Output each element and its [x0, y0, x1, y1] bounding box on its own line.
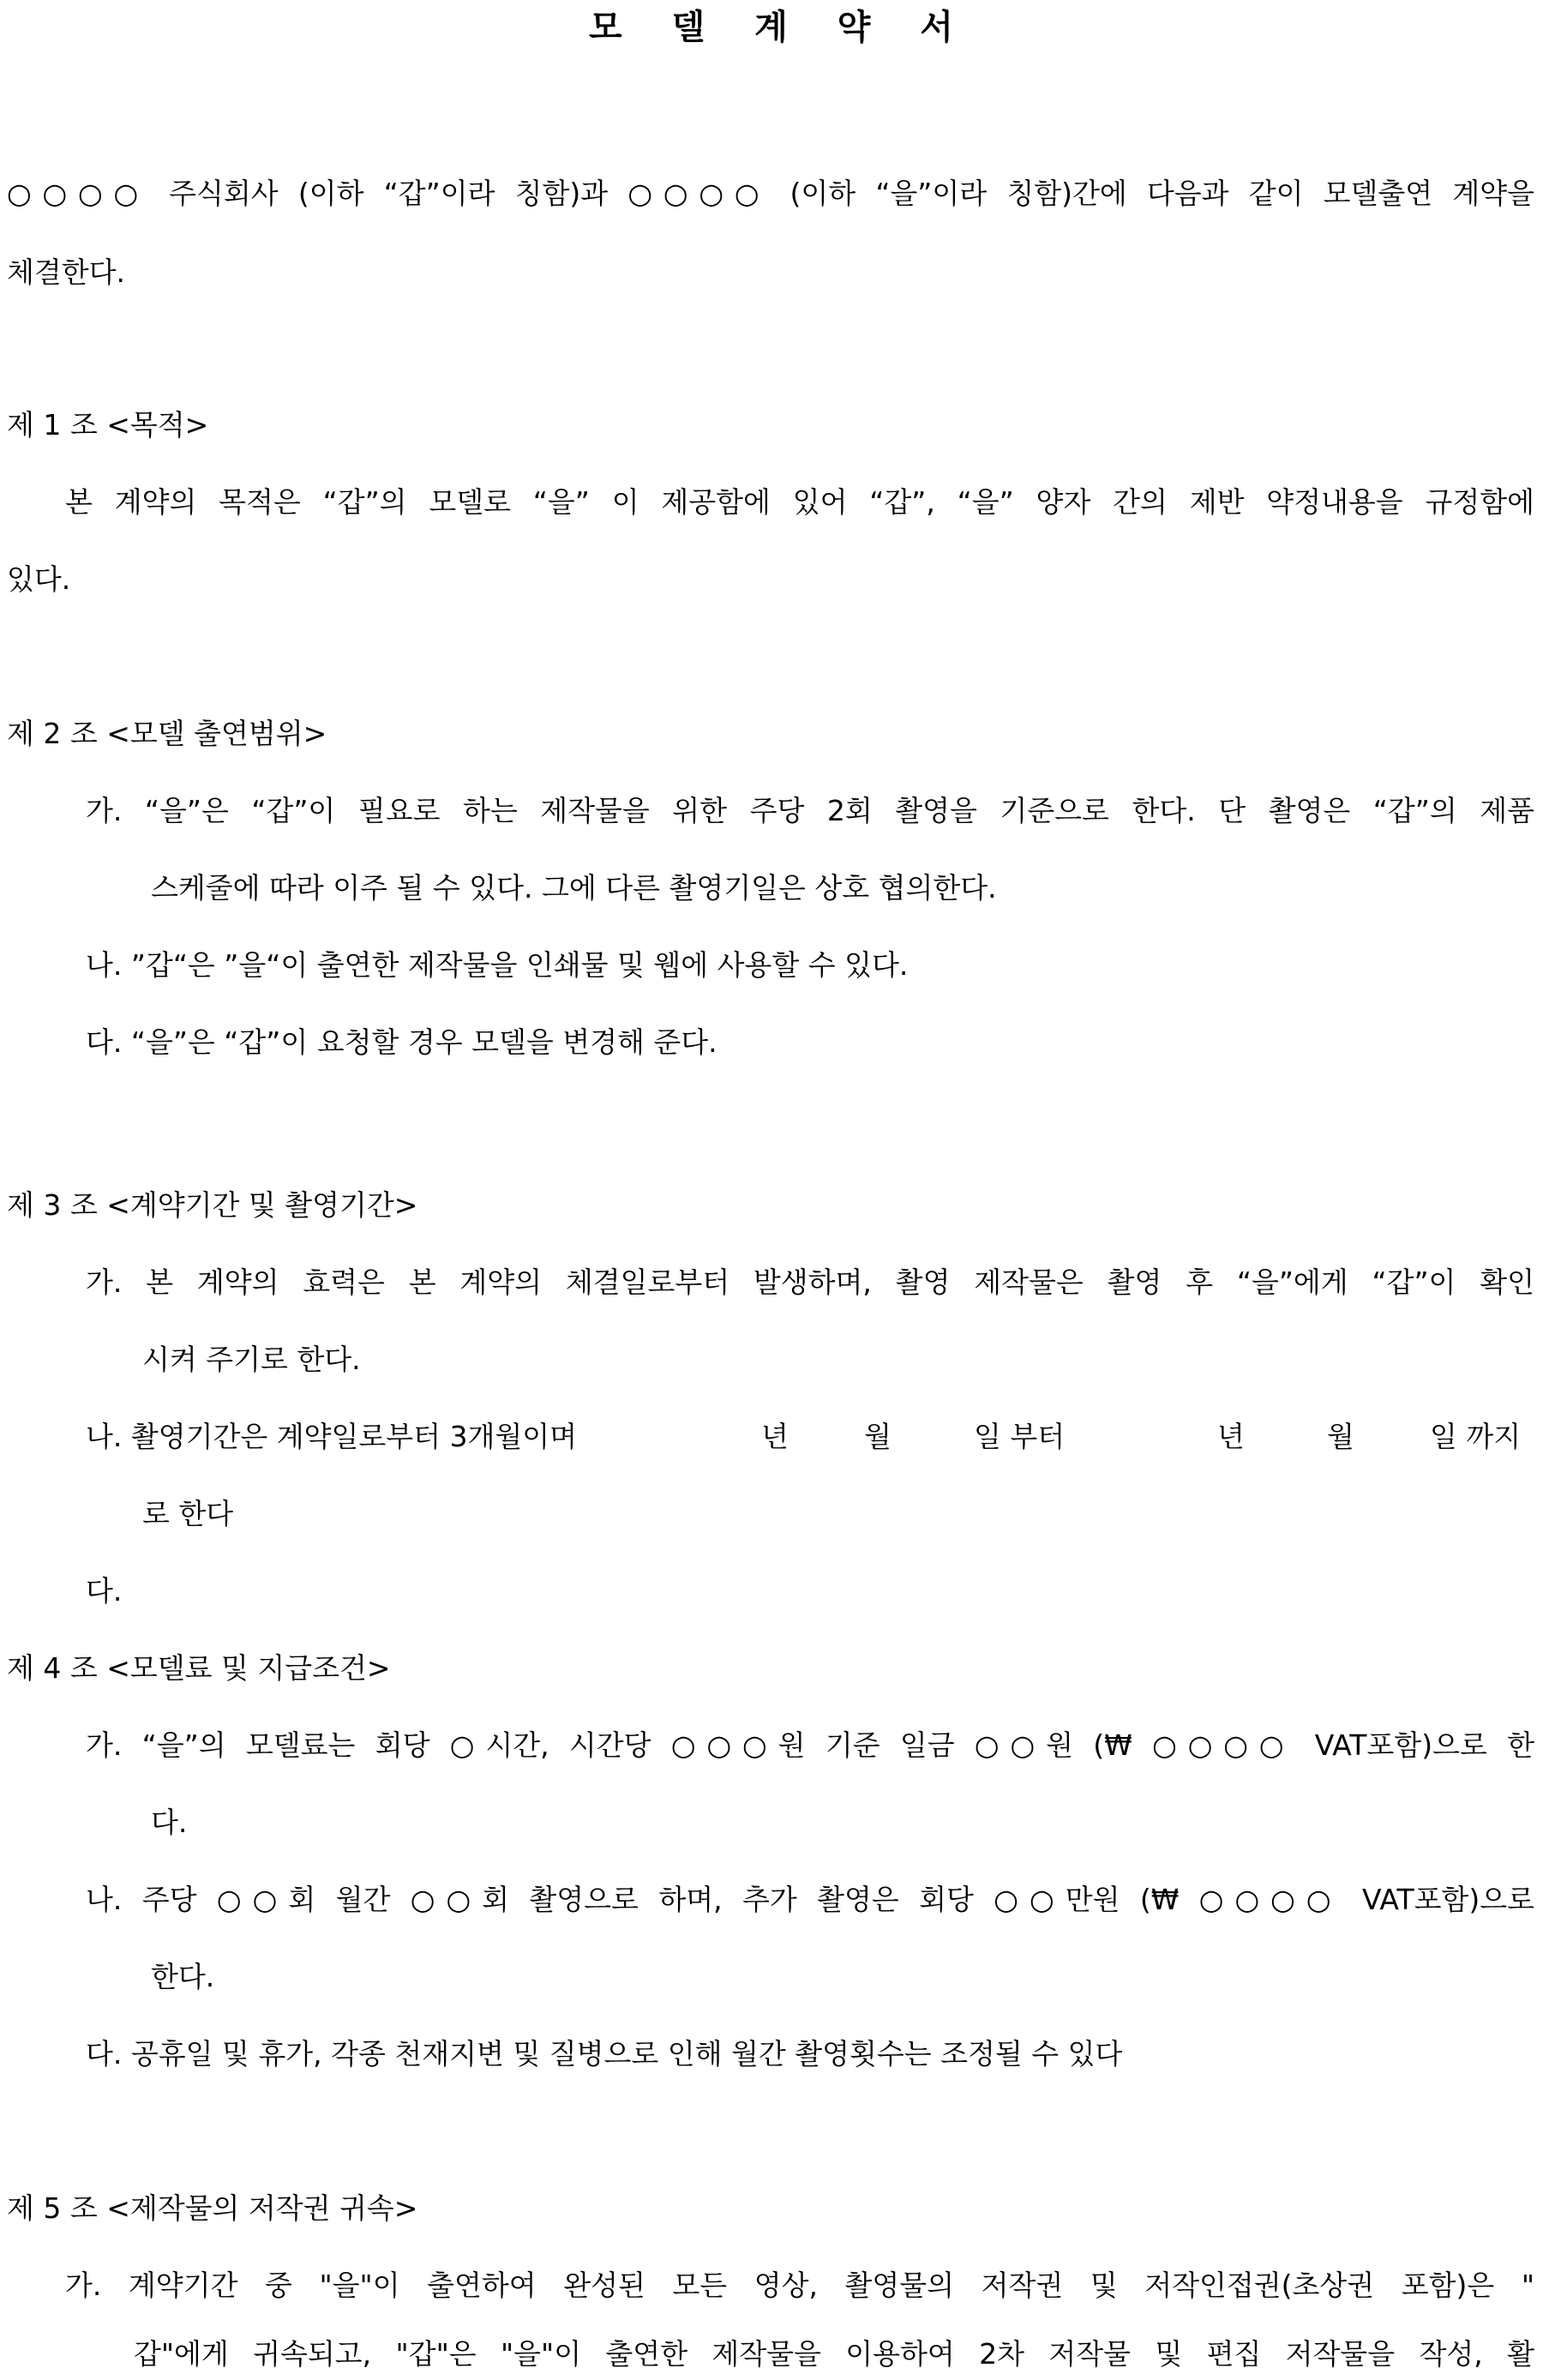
article-5-item-a-line-2: 갑"에게 귀속되고, "갑"은 "을"이 출연한 제작물을 이용하여 2차 저작물 및 편집 저작물을 작성, 활: [134, 2337, 1534, 2371]
article-4-item-b-line-2: 한다.: [151, 1960, 215, 1993]
article-4-item-b-line-1: 나. 주당 ○○회 월간 ○○회 촬영으로 하며, 추가 촬영은 회당 ○○만원 (₩ ○○○○ VAT포함)으로: [86, 1883, 1534, 1916]
document-title: 모 델 계 약 서: [589, 8, 972, 47]
article-4-item-a-line-1: 가. “을”의 모델료는 회당 ○시간, 시간당 ○○○원 기준 일금 ○○원 (₩ ○○○○ VAT포함)으로 한: [86, 1728, 1534, 1762]
article-3-heading: 제 3 조 <계약기간 및 촬영기간>: [7, 1188, 418, 1222]
date-year-2: 년: [1217, 1420, 1245, 1453]
article-3-item-b-line-2: 로 한다: [142, 1497, 234, 1530]
date-day-from: 일 부터: [974, 1420, 1066, 1453]
article-2-heading: 제 2 조 <모델 출연범위>: [7, 717, 327, 750]
article-2-item-a-line-1: 가. “을”은 “갑”이 필요로 하는 제작물을 위한 주당 2회 촬영을 기준으로 한다. 단 촬영은 “갑”의 제품: [86, 794, 1534, 827]
article-3-item-c: 다.: [86, 1574, 123, 1608]
article-5-heading: 제 5 조 <제작물의 저작권 귀속>: [7, 2191, 418, 2225]
article-4-item-c: 다. 공휴일 및 휴가, 각종 천재지변 및 질병으로 인해 월간 촬영횟수는 조정될 수 있다: [86, 2037, 1123, 2070]
article-5-item-a-line-1: 가. 계약기간 중 "을"이 출연하여 완성된 모든 영상, 촬영물의 저작권 및 저작인접권(초상권 포함)은 ": [65, 2269, 1534, 2302]
article-1-heading: 제 1 조 <목적>: [7, 408, 209, 442]
article-3-item-a-line-2: 시켜 주기로 한다.: [142, 1343, 361, 1376]
article-4-heading: 제 4 조 <모델료 및 지급조건>: [7, 1651, 391, 1685]
article-4-item-a-line-2: 다.: [151, 1806, 188, 1839]
article-3-item-a-line-1: 가. 본 계약의 효력은 본 계약의 체결일로부터 발생하며, 촬영 제작물은 촬영 후 “을”에게 “갑”이 확인: [86, 1265, 1534, 1299]
date-month-1: 월: [864, 1420, 892, 1453]
article-2-item-c: 다. “을”은 “갑”이 요청할 경우 모델을 변경해 준다.: [86, 1025, 717, 1059]
date-year-1: 년: [761, 1420, 789, 1453]
date-day-to: 일 까지: [1430, 1420, 1522, 1453]
intro-line-2: 체결한다.: [7, 255, 126, 289]
date-month-2: 월: [1327, 1420, 1354, 1453]
intro-line-1: ○○○○ 주식회사 (이하 “갑”이라 칭함)과 ○○○○ (이하 “을”이라 칭함)간에 다음과 같이 모델출연 계약을: [7, 177, 1534, 210]
article-1-line-1: 본 계약의 목적은 “갑”의 모델로 “을” 이 제공함에 있어 “갑”, “을” 양자 간의 제반 약정내용을 규정함에: [65, 485, 1534, 519]
article-2-item-a-line-2: 스케줄에 따라 이주 될 수 있다. 그에 다른 촬영기일은 상호 협의한다.: [151, 871, 997, 905]
article-1-line-2: 있다.: [7, 562, 71, 596]
article-2-item-b: 나. ”갑“은 ”을“이 출연한 제작물을 인쇄물 및 웹에 사용할 수 있다.: [86, 948, 909, 982]
article-3-item-b-prefix: 나. 촬영기간은 계약일로부터 3개월이며: [86, 1420, 578, 1453]
